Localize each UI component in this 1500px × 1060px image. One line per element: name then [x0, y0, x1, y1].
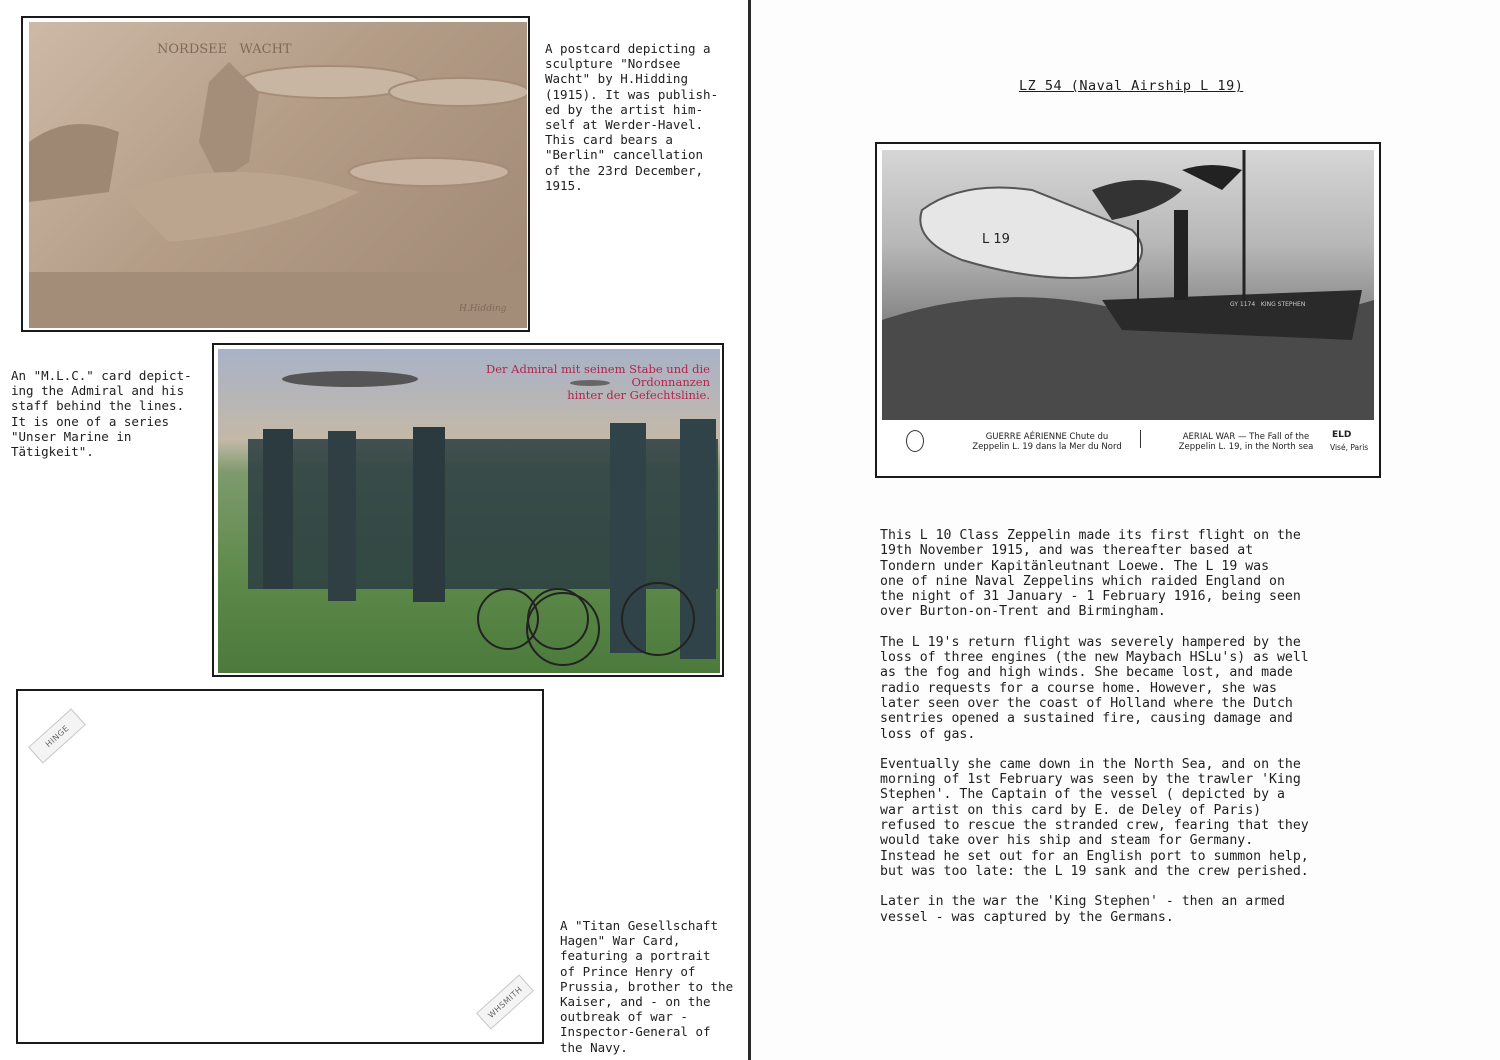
admiral-staff-postcard[interactable]: [212, 343, 724, 677]
relief-illustration: [29, 22, 527, 328]
zeppelin-shape: [389, 78, 527, 106]
photo-caption: Der Admiral mit seinem Stabe und die Ordonnanzen hinter der Gefechtslinie.: [486, 362, 710, 402]
english-caption: AERIAL WAR — The Fall of the Zeppelin L. 19, in the North sea: [1178, 432, 1314, 452]
relief-title: NORDSEE WACHT: [157, 42, 292, 57]
postcard-caption-strip: [882, 422, 1374, 472]
army-shape: [29, 124, 119, 202]
foreground-shape: [29, 272, 527, 328]
publisher-name: Visé, Paris: [1330, 443, 1369, 452]
sculpture-relief-image: [29, 22, 527, 328]
sailor-figure: [610, 423, 646, 653]
admiral-staff-photo: [218, 349, 720, 673]
paragraph-king-stephen: Later in the war the 'King Stephen' - then an armed vessel - was captured by the Germans.: [880, 894, 1285, 925]
bicycle-wheel: [527, 593, 599, 665]
publisher-logo: ELD: [1332, 430, 1352, 440]
paragraph-first-flight: This L 10 Class Zeppelin made its first flight on the 19th November 1915, and was thereafter based at Tondern under Kapitänleutnant Loewe. The L 19 was one of nine Naval Zeppelins which raided England on the night of 31 January - 1 February 1916, being seen over Burton-on-Trent and Birmingham.: [880, 528, 1301, 620]
card3-caption: A "Titan Gesellschaft Hagen" War Card, featuring a portrait of Prince Henry of Prussia, brother to the Kaiser, and - on the outbreak of war - Inspector-General of the Navy.: [560, 918, 734, 1055]
sailor-figure: [413, 427, 445, 602]
card1-caption: A postcard depicting a sculpture "Nordsee Wacht" by H.Hidding (1915). It was publish- ed by the artist him- self at Werder-Havel. This card bears a "Berlin" cancellation of the 23rd December, 1915.: [545, 41, 719, 193]
airship-label: L 19: [982, 232, 1010, 247]
photo-hinge-top: HINGE: [28, 708, 86, 763]
photo-hinge-bottom: WHSMITH: [476, 974, 534, 1029]
paragraph-north-sea: Eventually she came down in the North Sea, and on the morning of 1st February was seen by the trawler 'King Stephen'. The Captain of the vessel ( depicted by a war artist on this card by E. de Deley of Paris) refused to rescue the stranded crew, fearing that they would take over his ship and steam for Germany. Instead he set out for an English port to summon help, but was too late: the L 19 sank and the crew perished.: [880, 756, 1309, 879]
group-of-sailors: [248, 439, 718, 589]
zeppelin-shape: [349, 158, 509, 186]
album-page-right: [751, 0, 1500, 1060]
relief-signature: H.Hidding: [459, 304, 507, 314]
l19-postcard[interactable]: [875, 142, 1381, 478]
sailor-figure: [263, 429, 293, 589]
zeppelin-shape: [282, 371, 418, 387]
nordsee-wacht-postcard[interactable]: [21, 16, 530, 332]
trawler-funnel: [1174, 210, 1188, 300]
history-text: [880, 528, 1400, 940]
smoke-shape: [1182, 165, 1242, 190]
french-caption: GUERRE AÉRIENNE Chute du Zeppelin L. 19 dans la Mer du Nord: [972, 432, 1122, 452]
l19-illustration: [882, 150, 1374, 420]
paragraph-return-flight: The L 19's return flight was severely hampered by the loss of three engines (the new Maybach HSLu's) as well as the fog and high winds. She became lost, and made radio requests for a course home. However, she was later seen over the coast of Holland where the Dutch sentries opened a sustained fire, causing damage and loss of gas.: [880, 634, 1309, 742]
publisher-emblem-icon: [906, 430, 924, 452]
sailor-figure: [680, 419, 716, 659]
card2-caption: An "M.L.C." card depict- ing the Admiral and his staff behind the lines. It is one of a series "Unser Marine in Tätigkeit".: [11, 368, 192, 460]
wave-shape: [119, 172, 359, 242]
titan-war-card-mount[interactable]: [16, 689, 544, 1044]
smoke-shape: [1092, 180, 1182, 220]
page-title: LZ 54 (Naval Airship L 19): [1019, 78, 1244, 94]
fall-of-l19-scene: [882, 150, 1374, 420]
trawler-registration: GY 1174 KING STEPHEN: [1230, 301, 1306, 308]
album-page-left: [0, 0, 748, 1060]
caption-separator: [1140, 430, 1141, 448]
sailor-figure: [328, 431, 356, 601]
